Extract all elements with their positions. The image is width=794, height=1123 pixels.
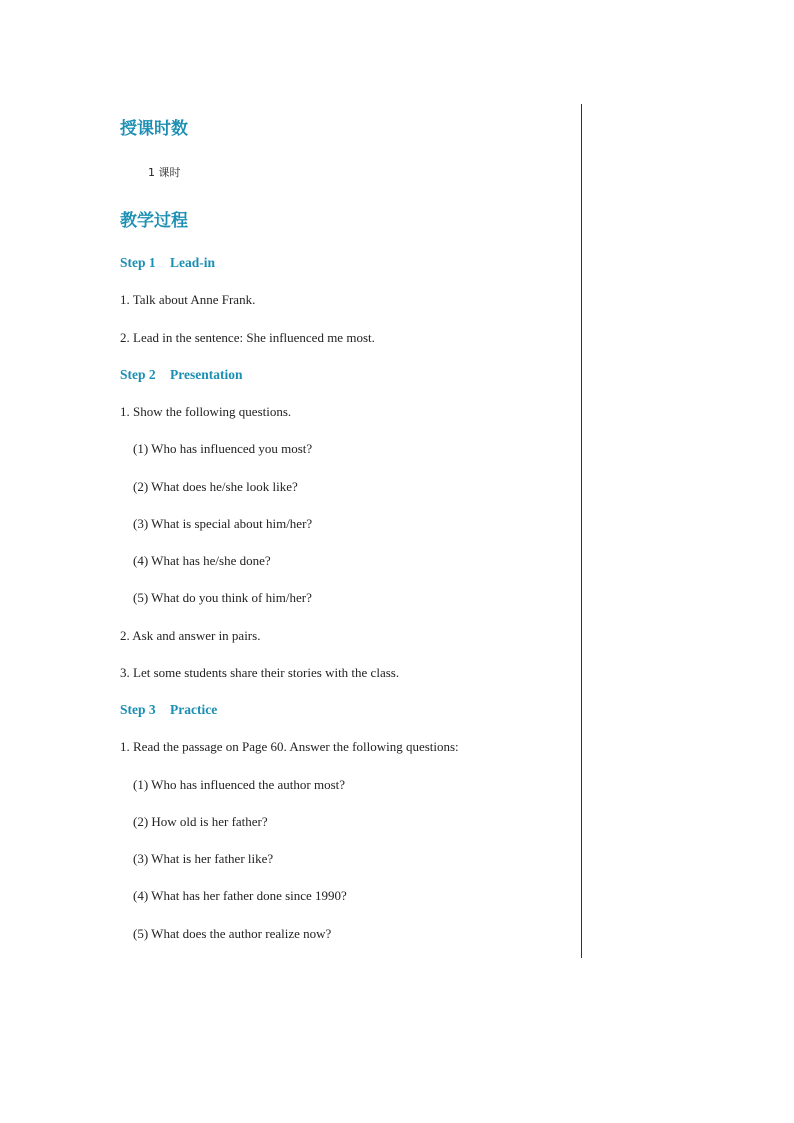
step1-item-1: 1. Talk about Anne Frank.: [120, 292, 256, 307]
step3-title: Practice: [170, 702, 218, 717]
step3-question-3: (3) What is her father like?: [133, 851, 274, 866]
step3-question-4: (4) What has her father done since 1990?: [133, 888, 347, 903]
step3-question-5: (5) What does the author realize now?: [133, 926, 332, 941]
step2-heading: [120, 367, 243, 383]
step1-item-2: 2. Lead in the sentence: She influenced me most.: [120, 330, 375, 345]
step1-title: Lead-in: [170, 255, 216, 270]
step3-question-1: (1) Who has influenced the author most?: [133, 777, 346, 792]
hours-value: 1 课时: [148, 166, 181, 179]
process-heading: 教学过程: [120, 211, 188, 231]
step2-item-3: 3. Let some students share their stories with the class.: [120, 665, 400, 680]
step2-item-1: 1. Show the following questions.: [120, 404, 292, 419]
step2-question-2: (2) What does he/she look like?: [133, 479, 298, 494]
step2-item-2: 2. Ask and answer in pairs.: [120, 628, 261, 643]
step3-heading: [120, 702, 217, 718]
table-border-line: [581, 104, 582, 958]
step1-number: Step 1: [120, 255, 156, 270]
hours-heading: 授课时数: [120, 119, 188, 139]
step2-number: Step 2: [120, 367, 156, 382]
step2-question-4: (4) What has he/she done?: [133, 553, 271, 568]
step2-title: Presentation: [170, 367, 243, 382]
step3-item-1: 1. Read the passage on Page 60. Answer the following questions:: [120, 739, 459, 754]
step3-question-2: (2) How old is her father?: [133, 814, 268, 829]
step3-number: Step 3: [120, 702, 156, 717]
step2-question-3: (3) What is special about him/her?: [133, 516, 313, 531]
step2-question-1: (1) Who has influenced you most?: [133, 441, 313, 456]
step1-heading: [120, 255, 215, 271]
step2-question-5: (5) What do you think of him/her?: [133, 590, 312, 605]
